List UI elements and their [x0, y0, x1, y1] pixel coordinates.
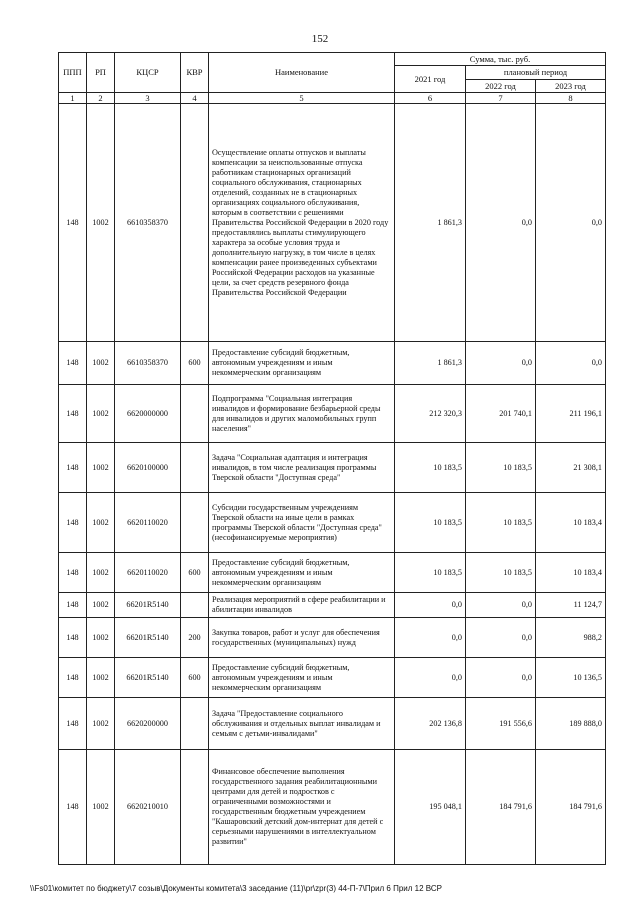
cell-kvr: [181, 493, 209, 553]
col-number: 1: [59, 93, 87, 104]
cell-rp: 1002: [87, 618, 115, 658]
budget-table: [58, 52, 606, 865]
header-rp: РП: [87, 53, 115, 93]
cell-2021: 202 136,8: [395, 698, 466, 750]
cell-kvr: 600: [181, 658, 209, 698]
cell-name: Подпрограмма "Социальная интеграция инвалидов и формирование безбарьерной среды для инвалидов и других маломобильных групп населения": [209, 385, 395, 443]
cell-ppp: 148: [59, 593, 87, 618]
cell-2022: 0,0: [466, 658, 536, 698]
col-number: 3: [115, 93, 181, 104]
cell-ppp: 148: [59, 443, 87, 493]
cell-2021: 0,0: [395, 658, 466, 698]
cell-2022: 184 791,6: [466, 750, 536, 865]
cell-kcsr: 6620100000: [115, 443, 181, 493]
header-row-1: [59, 53, 606, 66]
cell-2023: 988,2: [536, 618, 606, 658]
table-row: [59, 443, 606, 493]
cell-2021: 195 048,1: [395, 750, 466, 865]
header-2023: 2023 год: [536, 79, 606, 92]
cell-name: Задача "Социальная адаптация и интеграция инвалидов, в том числе реализация программы Тверской области "Доступная среда": [209, 443, 395, 493]
cell-2022: 10 183,5: [466, 553, 536, 593]
col-number: 7: [466, 93, 536, 104]
cell-name: Закупка товаров, работ и услуг для обеспечения государственных (муниципальных) нужд: [209, 618, 395, 658]
cell-rp: 1002: [87, 342, 115, 385]
cell-2021: 212 320,3: [395, 385, 466, 443]
cell-2021: 1 861,3: [395, 342, 466, 385]
cell-kvr: 600: [181, 342, 209, 385]
cell-2022: 191 556,6: [466, 698, 536, 750]
cell-rp: 1002: [87, 750, 115, 865]
col-number: 4: [181, 93, 209, 104]
cell-kcsr: 6620200000: [115, 698, 181, 750]
cell-kvr: [181, 443, 209, 493]
cell-name: Финансовое обеспечение выполнения государственного задания реабилитационными центрами для детей и подростков с ограниченными возможностями и государственным бюджетным учреждением "Кашаровский детский дом-интернат для детей с серьезными нарушениями в интеллектуальном развитии": [209, 750, 395, 865]
page-number: 152: [311, 33, 329, 45]
cell-2021: 0,0: [395, 618, 466, 658]
header-planned-period: плановый период: [466, 66, 606, 79]
header-sum: Сумма, тыс. руб.: [395, 53, 606, 66]
table-row: [59, 493, 606, 553]
cell-2023: 21 308,1: [536, 443, 606, 493]
table-body: [59, 104, 606, 865]
cell-name: Предоставление субсидий бюджетным, автономным учреждениям и иным некоммерческим организациям: [209, 342, 395, 385]
cell-ppp: 148: [59, 553, 87, 593]
table-row: [59, 385, 606, 443]
cell-kcsr: 6620210010: [115, 750, 181, 865]
cell-kcsr: 6620000000: [115, 385, 181, 443]
cell-kvr: 200: [181, 618, 209, 658]
cell-rp: 1002: [87, 593, 115, 618]
cell-2022: 0,0: [466, 618, 536, 658]
cell-2023: 0,0: [536, 342, 606, 385]
col-number: 6: [395, 93, 466, 104]
cell-ppp: 148: [59, 618, 87, 658]
cell-2022: 0,0: [466, 104, 536, 342]
cell-2023: 11 124,7: [536, 593, 606, 618]
table-row: [59, 750, 606, 865]
header-kvr: КВР: [181, 53, 209, 93]
cell-2021: 10 183,5: [395, 443, 466, 493]
cell-kcsr: 6610358370: [115, 342, 181, 385]
header-2021: 2021 год: [395, 66, 466, 93]
col-number: 2: [87, 93, 115, 104]
cell-2021: 1 861,3: [395, 104, 466, 342]
header-name: Наименование: [209, 53, 395, 93]
cell-ppp: 148: [59, 658, 87, 698]
cell-kcsr: 66201R5140: [115, 658, 181, 698]
cell-2023: 189 888,0: [536, 698, 606, 750]
table-row: [59, 658, 606, 698]
cell-2023: 184 791,6: [536, 750, 606, 865]
cell-kvr: 600: [181, 553, 209, 593]
cell-kvr: [181, 593, 209, 618]
cell-2021: 10 183,5: [395, 553, 466, 593]
cell-rp: 1002: [87, 658, 115, 698]
table-row: [59, 593, 606, 618]
cell-2023: 10 136,5: [536, 658, 606, 698]
cell-2023: 10 183,4: [536, 493, 606, 553]
header-2022: 2022 год: [466, 79, 536, 92]
col-number: 5: [209, 93, 395, 104]
cell-kcsr: 66201R5140: [115, 618, 181, 658]
table-row: [59, 553, 606, 593]
cell-name: Предоставление субсидий бюджетным, автономным учреждениям и иным некоммерческим организациям: [209, 553, 395, 593]
table-row: [59, 618, 606, 658]
header-ppp: ППП: [59, 53, 87, 93]
cell-name: Субсидии государственным учреждениям Тверской области на иные цели в рамках программы Тверской области "Доступная среда" (несофинансируемые мероприятия): [209, 493, 395, 553]
cell-ppp: 148: [59, 493, 87, 553]
cell-kvr: [181, 698, 209, 750]
cell-2021: 0,0: [395, 593, 466, 618]
col-number: 8: [536, 93, 606, 104]
cell-rp: 1002: [87, 385, 115, 443]
file-path-footer: \\Fs01\комитет по бюджету\7 созыв\Документы комитета\3 заседание (11)\pr\zpr(3) 44-П-7\Прил 6 Прил 12 ВСР: [30, 884, 442, 893]
cell-rp: 1002: [87, 443, 115, 493]
cell-2022: 0,0: [466, 593, 536, 618]
cell-2023: 0,0: [536, 104, 606, 342]
cell-2023: 10 183,4: [536, 553, 606, 593]
table-row: [59, 698, 606, 750]
cell-kcsr: 66201R5140: [115, 593, 181, 618]
cell-rp: 1002: [87, 553, 115, 593]
cell-ppp: 148: [59, 698, 87, 750]
header-kcsr: КЦСР: [115, 53, 181, 93]
cell-2022: 201 740,1: [466, 385, 536, 443]
cell-rp: 1002: [87, 493, 115, 553]
table-row: [59, 342, 606, 385]
cell-ppp: 148: [59, 342, 87, 385]
cell-2021: 10 183,5: [395, 493, 466, 553]
cell-2022: 10 183,5: [466, 443, 536, 493]
cell-kcsr: 6620110020: [115, 493, 181, 553]
column-numbers-row: [59, 93, 606, 104]
cell-rp: 1002: [87, 698, 115, 750]
cell-rp: 1002: [87, 104, 115, 342]
table-row: [59, 104, 606, 342]
cell-name: Реализация мероприятий в сфере реабилитации и абилитации инвалидов: [209, 593, 395, 618]
cell-name: Осуществление оплаты отпусков и выплаты компенсации за неиспользованные отпуска работникам стационарных организаций социального обслуживания, стационарных отделений, созданных не в стационарных организациях социального обслуживания, которым в соответствии с решениями Правительства Российской Федерации в 2020 году предоставлялись выплаты стимулирующего характера за особые условия труда и дополнительную нагрузку, в том числе в целях компенсации ранее произведенных субъектами Российской Федерации расходов на указанные цели, за счет средств резервного фонда Правительства Российской Федерации: [209, 104, 395, 342]
cell-kvr: [181, 750, 209, 865]
cell-kvr: [181, 104, 209, 342]
cell-2022: 0,0: [466, 342, 536, 385]
cell-name: Предоставление субсидий бюджетным, автономным учреждениям и иным некоммерческим организациям: [209, 658, 395, 698]
cell-2023: 211 196,1: [536, 385, 606, 443]
cell-ppp: 148: [59, 385, 87, 443]
cell-kvr: [181, 385, 209, 443]
cell-kcsr: 6610358370: [115, 104, 181, 342]
cell-ppp: 148: [59, 104, 87, 342]
cell-2022: 10 183,5: [466, 493, 536, 553]
cell-kcsr: 6620110020: [115, 553, 181, 593]
cell-name: Задача "Предоставление социального обслуживания и отдельных выплат инвалидам и семьям с детьми-инвалидами": [209, 698, 395, 750]
cell-ppp: 148: [59, 750, 87, 865]
